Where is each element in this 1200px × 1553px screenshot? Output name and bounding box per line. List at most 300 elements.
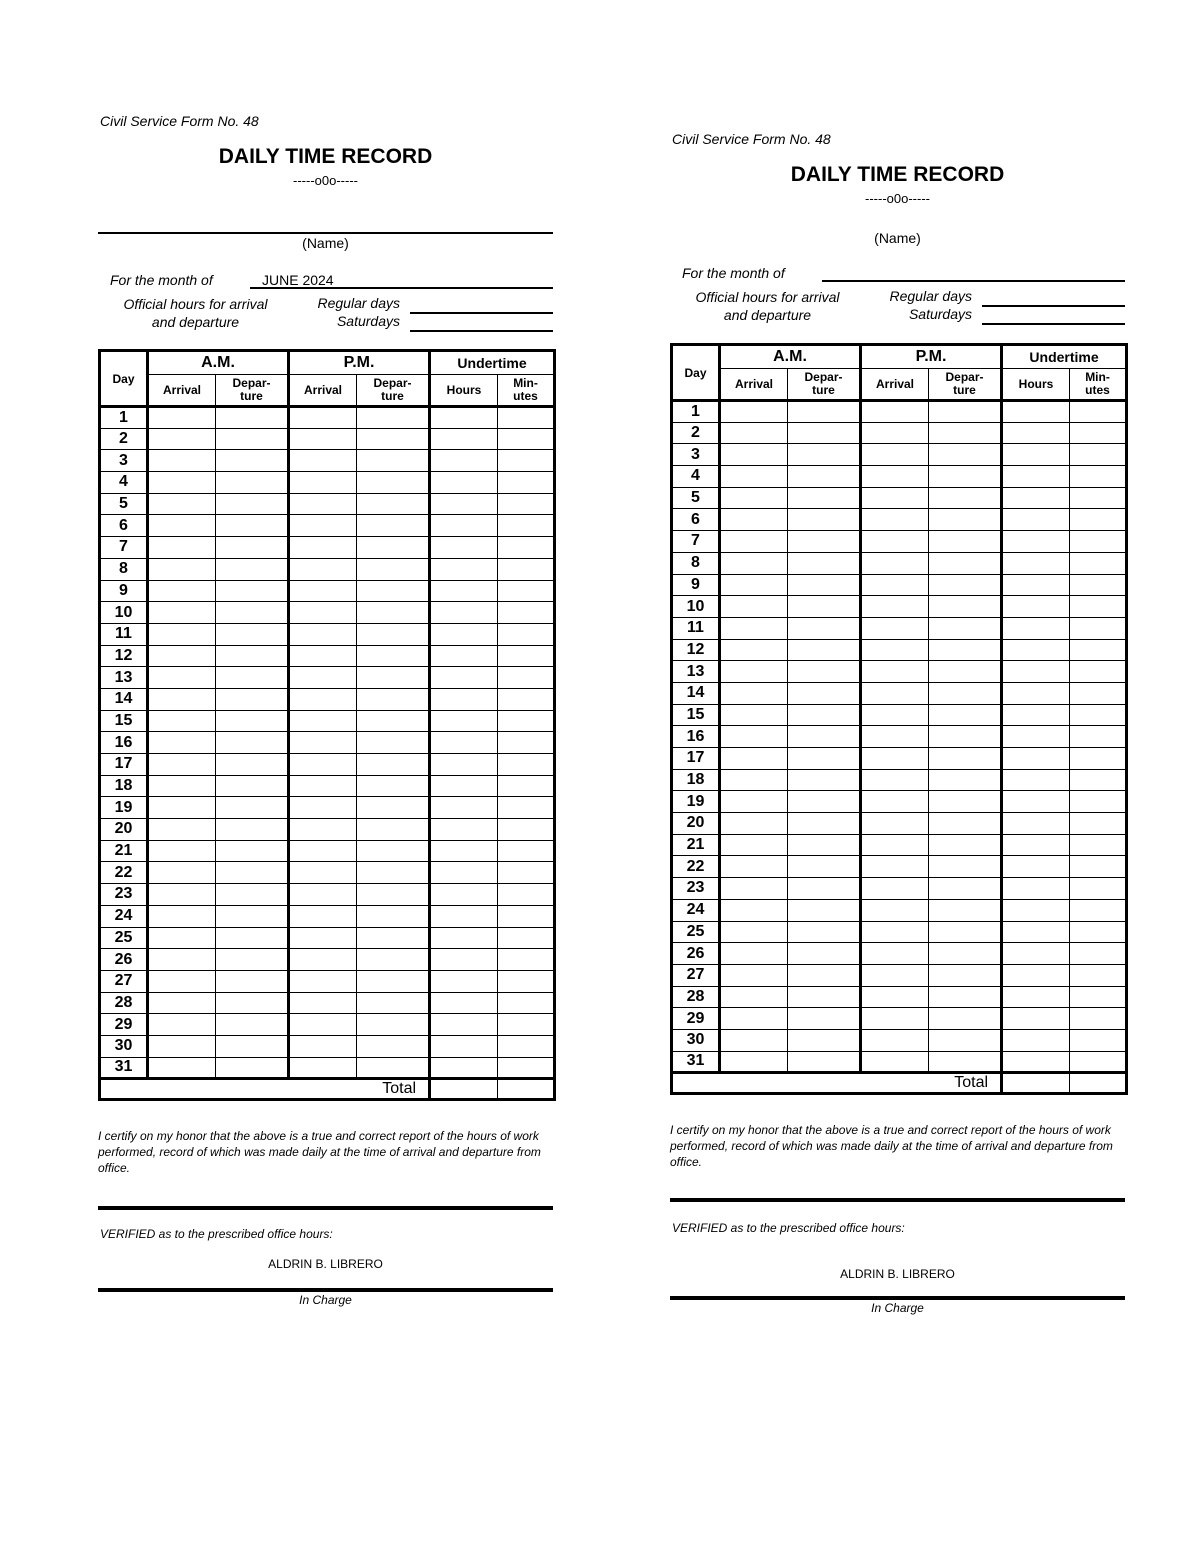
undertime-hours-cell[interactable] <box>1002 769 1070 791</box>
undertime-minutes-cell[interactable] <box>1070 921 1127 943</box>
undertime-minutes-cell[interactable] <box>1070 466 1127 488</box>
am-departure-cell[interactable] <box>788 964 861 986</box>
pm-arrival-cell[interactable] <box>289 884 357 906</box>
pm-arrival-cell[interactable] <box>861 726 929 748</box>
am-departure-cell[interactable] <box>788 661 861 683</box>
undertime-hours-cell[interactable] <box>1002 401 1070 423</box>
am-departure-cell[interactable] <box>788 466 861 488</box>
am-departure-cell[interactable] <box>788 509 861 531</box>
undertime-hours-cell[interactable] <box>1002 943 1070 965</box>
am-departure-cell[interactable] <box>788 1029 861 1051</box>
pm-departure-cell[interactable] <box>929 878 1002 900</box>
pm-arrival-cell[interactable] <box>289 819 357 841</box>
undertime-minutes-cell[interactable] <box>1070 422 1127 444</box>
am-arrival-cell[interactable] <box>720 769 788 791</box>
undertime-hours-cell[interactable] <box>1002 748 1070 770</box>
undertime-hours-cell[interactable] <box>1002 552 1070 574</box>
pm-arrival-cell[interactable] <box>289 493 357 515</box>
undertime-minutes-cell[interactable] <box>498 558 555 580</box>
am-arrival-cell[interactable] <box>148 775 216 797</box>
am-departure-cell[interactable] <box>216 775 289 797</box>
undertime-minutes-cell[interactable] <box>1070 444 1127 466</box>
am-arrival-cell[interactable] <box>148 407 216 429</box>
undertime-hours-cell[interactable] <box>430 905 498 927</box>
am-arrival-cell[interactable] <box>148 710 216 732</box>
undertime-hours-cell[interactable] <box>430 840 498 862</box>
pm-departure-cell[interactable] <box>929 444 1002 466</box>
am-arrival-cell[interactable] <box>148 732 216 754</box>
undertime-hours-cell[interactable] <box>430 884 498 906</box>
am-arrival-cell[interactable] <box>720 531 788 553</box>
pm-departure-cell[interactable] <box>357 580 430 602</box>
undertime-hours-cell[interactable] <box>430 537 498 559</box>
undertime-minutes-cell[interactable] <box>498 407 555 429</box>
pm-departure-cell[interactable] <box>357 493 430 515</box>
am-departure-cell[interactable] <box>788 617 861 639</box>
undertime-minutes-cell[interactable] <box>1070 509 1127 531</box>
am-departure-cell[interactable] <box>216 819 289 841</box>
am-departure-cell[interactable] <box>216 905 289 927</box>
undertime-minutes-cell[interactable] <box>1070 1008 1127 1030</box>
pm-departure-cell[interactable] <box>357 884 430 906</box>
pm-departure-cell[interactable] <box>929 769 1002 791</box>
pm-arrival-cell[interactable] <box>289 862 357 884</box>
undertime-hours-cell[interactable] <box>1002 791 1070 813</box>
undertime-minutes-cell[interactable] <box>498 862 555 884</box>
am-departure-cell[interactable] <box>216 428 289 450</box>
pm-departure-cell[interactable] <box>357 905 430 927</box>
am-departure-cell[interactable] <box>216 884 289 906</box>
am-departure-cell[interactable] <box>788 682 861 704</box>
undertime-hours-cell[interactable] <box>1002 1051 1070 1073</box>
am-arrival-cell[interactable] <box>148 1035 216 1057</box>
undertime-hours-cell[interactable] <box>1002 986 1070 1008</box>
am-arrival-cell[interactable] <box>720 639 788 661</box>
pm-arrival-cell[interactable] <box>289 450 357 472</box>
undertime-hours-cell[interactable] <box>430 710 498 732</box>
undertime-minutes-cell[interactable] <box>498 992 555 1014</box>
am-departure-cell[interactable] <box>216 1035 289 1057</box>
pm-arrival-cell[interactable] <box>861 878 929 900</box>
pm-departure-cell[interactable] <box>357 428 430 450</box>
pm-departure-cell[interactable] <box>929 617 1002 639</box>
am-arrival-cell[interactable] <box>720 726 788 748</box>
saturdays-field[interactable] <box>982 323 1125 325</box>
undertime-hours-cell[interactable] <box>1002 466 1070 488</box>
am-arrival-cell[interactable] <box>720 682 788 704</box>
am-departure-cell[interactable] <box>216 515 289 537</box>
undertime-minutes-cell[interactable] <box>498 623 555 645</box>
am-arrival-cell[interactable] <box>148 1057 216 1079</box>
undertime-minutes-cell[interactable] <box>1070 617 1127 639</box>
am-departure-cell[interactable] <box>216 472 289 494</box>
undertime-minutes-cell[interactable] <box>1070 401 1127 423</box>
pm-arrival-cell[interactable] <box>289 407 357 429</box>
pm-departure-cell[interactable] <box>357 754 430 776</box>
am-departure-cell[interactable] <box>788 921 861 943</box>
undertime-hours-cell[interactable] <box>1002 509 1070 531</box>
pm-arrival-cell[interactable] <box>861 1029 929 1051</box>
pm-departure-cell[interactable] <box>929 899 1002 921</box>
pm-departure-cell[interactable] <box>929 943 1002 965</box>
am-arrival-cell[interactable] <box>720 964 788 986</box>
am-departure-cell[interactable] <box>788 726 861 748</box>
undertime-minutes-cell[interactable] <box>1070 791 1127 813</box>
saturdays-field[interactable] <box>410 330 553 332</box>
pm-departure-cell[interactable] <box>929 834 1002 856</box>
pm-arrival-cell[interactable] <box>861 921 929 943</box>
am-arrival-cell[interactable] <box>720 422 788 444</box>
undertime-minutes-cell[interactable] <box>498 905 555 927</box>
pm-departure-cell[interactable] <box>929 466 1002 488</box>
am-departure-cell[interactable] <box>788 986 861 1008</box>
am-arrival-cell[interactable] <box>720 1008 788 1030</box>
undertime-minutes-cell[interactable] <box>498 472 555 494</box>
pm-departure-cell[interactable] <box>357 558 430 580</box>
pm-arrival-cell[interactable] <box>861 899 929 921</box>
undertime-minutes-cell[interactable] <box>498 797 555 819</box>
pm-departure-cell[interactable] <box>357 472 430 494</box>
undertime-hours-cell[interactable] <box>430 645 498 667</box>
undertime-hours-cell[interactable] <box>430 797 498 819</box>
am-departure-cell[interactable] <box>216 407 289 429</box>
pm-arrival-cell[interactable] <box>861 682 929 704</box>
undertime-minutes-cell[interactable] <box>498 732 555 754</box>
am-departure-cell[interactable] <box>216 537 289 559</box>
undertime-minutes-cell[interactable] <box>1070 487 1127 509</box>
undertime-minutes-cell[interactable] <box>1070 661 1127 683</box>
am-departure-cell[interactable] <box>788 444 861 466</box>
undertime-minutes-cell[interactable] <box>1070 639 1127 661</box>
pm-arrival-cell[interactable] <box>861 986 929 1008</box>
am-arrival-cell[interactable] <box>148 840 216 862</box>
pm-departure-cell[interactable] <box>357 667 430 689</box>
pm-arrival-cell[interactable] <box>861 748 929 770</box>
pm-departure-cell[interactable] <box>357 1035 430 1057</box>
am-arrival-cell[interactable] <box>720 444 788 466</box>
total-minutes-cell[interactable] <box>1070 1073 1127 1094</box>
undertime-hours-cell[interactable] <box>430 1035 498 1057</box>
undertime-hours-cell[interactable] <box>430 493 498 515</box>
undertime-hours-cell[interactable] <box>1002 682 1070 704</box>
am-arrival-cell[interactable] <box>720 921 788 943</box>
am-arrival-cell[interactable] <box>720 856 788 878</box>
pm-arrival-cell[interactable] <box>289 537 357 559</box>
pm-departure-cell[interactable] <box>929 661 1002 683</box>
pm-departure-cell[interactable] <box>929 509 1002 531</box>
pm-departure-cell[interactable] <box>929 401 1002 423</box>
am-departure-cell[interactable] <box>216 450 289 472</box>
undertime-hours-cell[interactable] <box>430 1057 498 1079</box>
pm-departure-cell[interactable] <box>929 856 1002 878</box>
am-departure-cell[interactable] <box>216 927 289 949</box>
am-arrival-cell[interactable] <box>148 1014 216 1036</box>
am-departure-cell[interactable] <box>216 580 289 602</box>
undertime-hours-cell[interactable] <box>430 819 498 841</box>
am-departure-cell[interactable] <box>788 487 861 509</box>
am-arrival-cell[interactable] <box>720 791 788 813</box>
pm-departure-cell[interactable] <box>929 552 1002 574</box>
pm-arrival-cell[interactable] <box>861 1008 929 1030</box>
undertime-minutes-cell[interactable] <box>498 840 555 862</box>
am-departure-cell[interactable] <box>788 531 861 553</box>
am-arrival-cell[interactable] <box>148 667 216 689</box>
am-arrival-cell[interactable] <box>148 970 216 992</box>
am-departure-cell[interactable] <box>788 422 861 444</box>
am-departure-cell[interactable] <box>216 797 289 819</box>
undertime-hours-cell[interactable] <box>430 732 498 754</box>
am-arrival-cell[interactable] <box>720 813 788 835</box>
undertime-minutes-cell[interactable] <box>498 688 555 710</box>
am-departure-cell[interactable] <box>216 992 289 1014</box>
pm-departure-cell[interactable] <box>357 840 430 862</box>
undertime-hours-cell[interactable] <box>430 602 498 624</box>
undertime-hours-cell[interactable] <box>430 992 498 1014</box>
am-departure-cell[interactable] <box>216 493 289 515</box>
am-departure-cell[interactable] <box>216 1057 289 1079</box>
pm-arrival-cell[interactable] <box>861 1051 929 1073</box>
pm-arrival-cell[interactable] <box>289 970 357 992</box>
am-arrival-cell[interactable] <box>148 450 216 472</box>
am-arrival-cell[interactable] <box>720 487 788 509</box>
undertime-hours-cell[interactable] <box>1002 617 1070 639</box>
am-departure-cell[interactable] <box>788 1051 861 1073</box>
undertime-hours-cell[interactable] <box>430 970 498 992</box>
pm-arrival-cell[interactable] <box>289 688 357 710</box>
am-arrival-cell[interactable] <box>148 472 216 494</box>
am-arrival-cell[interactable] <box>148 992 216 1014</box>
undertime-minutes-cell[interactable] <box>1070 574 1127 596</box>
pm-departure-cell[interactable] <box>929 921 1002 943</box>
undertime-minutes-cell[interactable] <box>1070 704 1127 726</box>
pm-departure-cell[interactable] <box>929 1051 1002 1073</box>
am-arrival-cell[interactable] <box>148 754 216 776</box>
pm-arrival-cell[interactable] <box>861 401 929 423</box>
am-arrival-cell[interactable] <box>720 748 788 770</box>
undertime-minutes-cell[interactable] <box>1070 1029 1127 1051</box>
undertime-hours-cell[interactable] <box>430 1014 498 1036</box>
undertime-minutes-cell[interactable] <box>498 428 555 450</box>
am-arrival-cell[interactable] <box>720 943 788 965</box>
undertime-hours-cell[interactable] <box>1002 878 1070 900</box>
pm-departure-cell[interactable] <box>357 927 430 949</box>
am-departure-cell[interactable] <box>216 710 289 732</box>
total-minutes-cell[interactable] <box>498 1079 555 1100</box>
pm-arrival-cell[interactable] <box>289 840 357 862</box>
pm-departure-cell[interactable] <box>357 1014 430 1036</box>
undertime-minutes-cell[interactable] <box>498 775 555 797</box>
am-departure-cell[interactable] <box>788 769 861 791</box>
undertime-hours-cell[interactable] <box>430 754 498 776</box>
am-departure-cell[interactable] <box>216 732 289 754</box>
undertime-hours-cell[interactable] <box>1002 661 1070 683</box>
pm-arrival-cell[interactable] <box>861 596 929 618</box>
pm-arrival-cell[interactable] <box>289 667 357 689</box>
undertime-minutes-cell[interactable] <box>1070 531 1127 553</box>
undertime-minutes-cell[interactable] <box>498 819 555 841</box>
pm-departure-cell[interactable] <box>929 726 1002 748</box>
pm-departure-cell[interactable] <box>929 596 1002 618</box>
am-arrival-cell[interactable] <box>148 645 216 667</box>
am-arrival-cell[interactable] <box>148 688 216 710</box>
pm-arrival-cell[interactable] <box>289 927 357 949</box>
total-hours-cell[interactable] <box>1002 1073 1070 1094</box>
am-departure-cell[interactable] <box>788 401 861 423</box>
pm-arrival-cell[interactable] <box>861 964 929 986</box>
am-departure-cell[interactable] <box>216 602 289 624</box>
undertime-minutes-cell[interactable] <box>498 1014 555 1036</box>
pm-arrival-cell[interactable] <box>861 943 929 965</box>
pm-departure-cell[interactable] <box>929 639 1002 661</box>
pm-arrival-cell[interactable] <box>289 602 357 624</box>
undertime-hours-cell[interactable] <box>1002 639 1070 661</box>
undertime-hours-cell[interactable] <box>430 580 498 602</box>
pm-departure-cell[interactable] <box>357 515 430 537</box>
pm-arrival-cell[interactable] <box>289 428 357 450</box>
undertime-hours-cell[interactable] <box>430 862 498 884</box>
am-arrival-cell[interactable] <box>720 596 788 618</box>
am-arrival-cell[interactable] <box>148 428 216 450</box>
pm-departure-cell[interactable] <box>357 862 430 884</box>
am-arrival-cell[interactable] <box>720 617 788 639</box>
undertime-hours-cell[interactable] <box>1002 444 1070 466</box>
am-departure-cell[interactable] <box>788 748 861 770</box>
am-arrival-cell[interactable] <box>148 602 216 624</box>
undertime-hours-cell[interactable] <box>430 927 498 949</box>
undertime-hours-cell[interactable] <box>1002 487 1070 509</box>
pm-departure-cell[interactable] <box>357 537 430 559</box>
undertime-hours-cell[interactable] <box>430 450 498 472</box>
undertime-hours-cell[interactable] <box>430 472 498 494</box>
undertime-minutes-cell[interactable] <box>498 602 555 624</box>
pm-arrival-cell[interactable] <box>861 813 929 835</box>
undertime-hours-cell[interactable] <box>1002 704 1070 726</box>
undertime-hours-cell[interactable] <box>430 558 498 580</box>
pm-arrival-cell[interactable] <box>289 797 357 819</box>
pm-departure-cell[interactable] <box>357 623 430 645</box>
pm-arrival-cell[interactable] <box>289 992 357 1014</box>
am-departure-cell[interactable] <box>788 834 861 856</box>
pm-arrival-cell[interactable] <box>861 639 929 661</box>
pm-arrival-cell[interactable] <box>289 1035 357 1057</box>
pm-departure-cell[interactable] <box>929 813 1002 835</box>
undertime-hours-cell[interactable] <box>1002 964 1070 986</box>
pm-departure-cell[interactable] <box>357 992 430 1014</box>
am-arrival-cell[interactable] <box>720 1051 788 1073</box>
am-arrival-cell[interactable] <box>148 862 216 884</box>
am-arrival-cell[interactable] <box>148 493 216 515</box>
am-departure-cell[interactable] <box>788 1008 861 1030</box>
pm-departure-cell[interactable] <box>357 710 430 732</box>
am-departure-cell[interactable] <box>788 813 861 835</box>
undertime-minutes-cell[interactable] <box>1070 856 1127 878</box>
undertime-hours-cell[interactable] <box>1002 574 1070 596</box>
am-departure-cell[interactable] <box>216 840 289 862</box>
am-departure-cell[interactable] <box>216 949 289 971</box>
am-departure-cell[interactable] <box>788 856 861 878</box>
pm-arrival-cell[interactable] <box>289 754 357 776</box>
am-arrival-cell[interactable] <box>720 509 788 531</box>
pm-arrival-cell[interactable] <box>861 791 929 813</box>
regular-days-field[interactable] <box>982 305 1125 307</box>
pm-arrival-cell[interactable] <box>289 775 357 797</box>
pm-arrival-cell[interactable] <box>289 1057 357 1079</box>
undertime-hours-cell[interactable] <box>430 775 498 797</box>
undertime-hours-cell[interactable] <box>1002 834 1070 856</box>
pm-arrival-cell[interactable] <box>289 732 357 754</box>
undertime-minutes-cell[interactable] <box>1070 682 1127 704</box>
am-departure-cell[interactable] <box>788 878 861 900</box>
pm-arrival-cell[interactable] <box>289 623 357 645</box>
am-departure-cell[interactable] <box>216 754 289 776</box>
pm-departure-cell[interactable] <box>929 791 1002 813</box>
am-departure-cell[interactable] <box>216 970 289 992</box>
am-departure-cell[interactable] <box>788 574 861 596</box>
am-arrival-cell[interactable] <box>720 552 788 574</box>
undertime-minutes-cell[interactable] <box>498 645 555 667</box>
am-arrival-cell[interactable] <box>148 927 216 949</box>
pm-arrival-cell[interactable] <box>861 509 929 531</box>
pm-departure-cell[interactable] <box>357 970 430 992</box>
pm-departure-cell[interactable] <box>357 775 430 797</box>
pm-arrival-cell[interactable] <box>861 834 929 856</box>
am-arrival-cell[interactable] <box>720 401 788 423</box>
pm-departure-cell[interactable] <box>929 574 1002 596</box>
undertime-hours-cell[interactable] <box>430 667 498 689</box>
undertime-minutes-cell[interactable] <box>1070 899 1127 921</box>
am-arrival-cell[interactable] <box>720 899 788 921</box>
am-departure-cell[interactable] <box>216 667 289 689</box>
am-arrival-cell[interactable] <box>720 661 788 683</box>
am-arrival-cell[interactable] <box>720 834 788 856</box>
pm-arrival-cell[interactable] <box>289 645 357 667</box>
am-arrival-cell[interactable] <box>148 623 216 645</box>
am-arrival-cell[interactable] <box>148 515 216 537</box>
undertime-hours-cell[interactable] <box>1002 899 1070 921</box>
undertime-hours-cell[interactable] <box>430 515 498 537</box>
undertime-minutes-cell[interactable] <box>1070 878 1127 900</box>
undertime-hours-cell[interactable] <box>430 623 498 645</box>
pm-arrival-cell[interactable] <box>861 769 929 791</box>
undertime-hours-cell[interactable] <box>1002 422 1070 444</box>
am-arrival-cell[interactable] <box>148 537 216 559</box>
undertime-hours-cell[interactable] <box>1002 726 1070 748</box>
undertime-minutes-cell[interactable] <box>498 1057 555 1079</box>
undertime-hours-cell[interactable] <box>1002 596 1070 618</box>
pm-arrival-cell[interactable] <box>861 487 929 509</box>
am-departure-cell[interactable] <box>216 623 289 645</box>
am-arrival-cell[interactable] <box>148 884 216 906</box>
undertime-minutes-cell[interactable] <box>498 970 555 992</box>
pm-departure-cell[interactable] <box>357 732 430 754</box>
undertime-minutes-cell[interactable] <box>498 884 555 906</box>
undertime-hours-cell[interactable] <box>430 407 498 429</box>
pm-arrival-cell[interactable] <box>861 552 929 574</box>
pm-arrival-cell[interactable] <box>861 444 929 466</box>
am-departure-cell[interactable] <box>788 791 861 813</box>
pm-departure-cell[interactable] <box>357 407 430 429</box>
am-arrival-cell[interactable] <box>720 704 788 726</box>
pm-departure-cell[interactable] <box>929 704 1002 726</box>
am-departure-cell[interactable] <box>216 645 289 667</box>
undertime-minutes-cell[interactable] <box>1070 726 1127 748</box>
am-departure-cell[interactable] <box>788 639 861 661</box>
pm-arrival-cell[interactable] <box>289 472 357 494</box>
undertime-minutes-cell[interactable] <box>1070 964 1127 986</box>
pm-departure-cell[interactable] <box>357 602 430 624</box>
pm-arrival-cell[interactable] <box>289 949 357 971</box>
pm-departure-cell[interactable] <box>929 487 1002 509</box>
